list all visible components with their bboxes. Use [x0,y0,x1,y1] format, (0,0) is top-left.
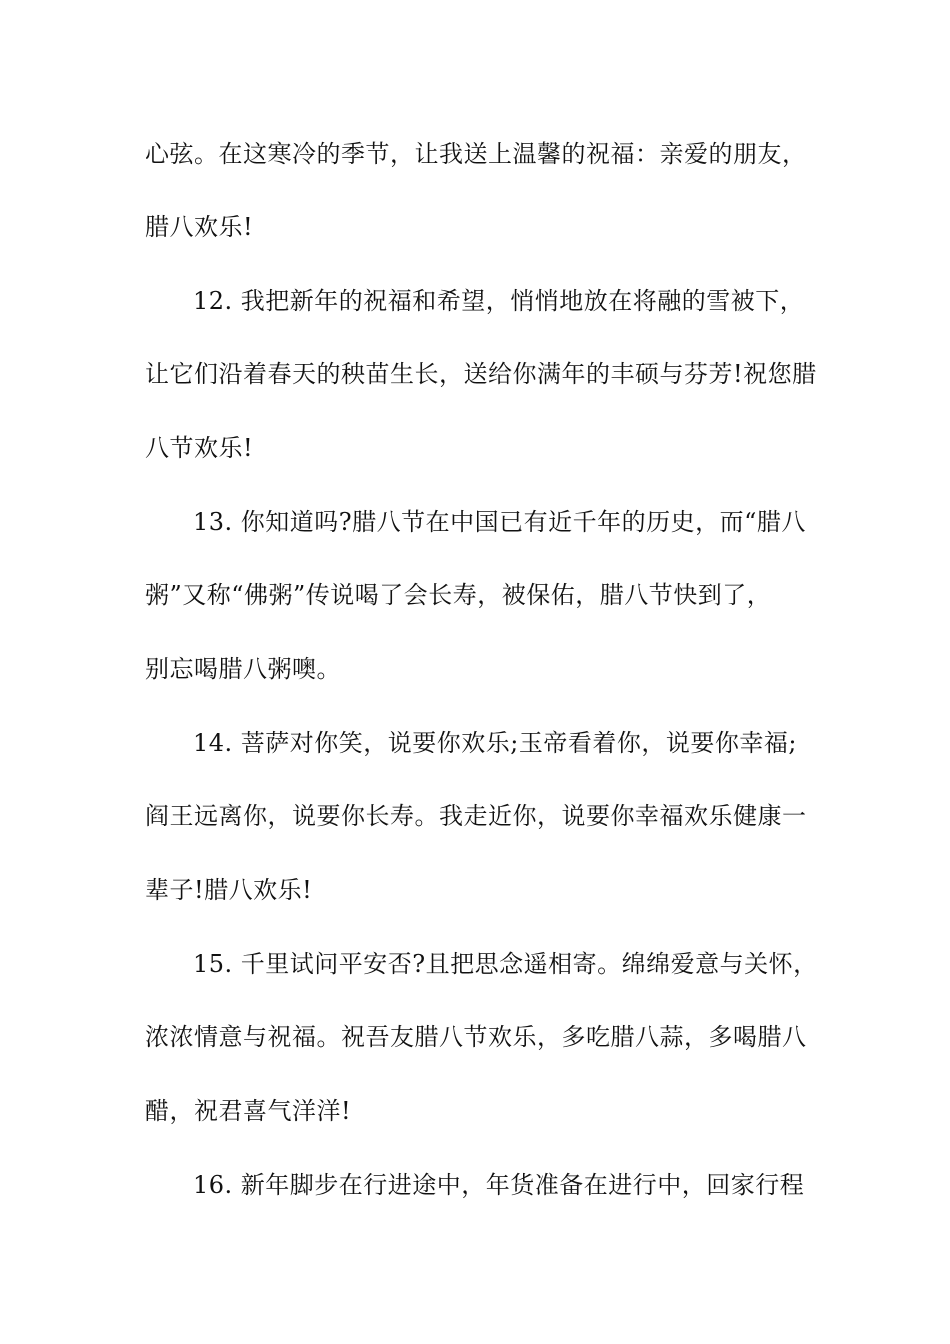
paragraph-line: 心弦。在这寒冷的季节，让我送上温馨的祝福：亲爱的朋友， [145,140,807,168]
paragraph-line: 辈子!腊八欢乐! [145,876,313,904]
paragraph-line: 别忘喝腊八粥噢。 [145,655,341,683]
paragraph-line: 醋，祝君喜气洋洋! [145,1097,352,1125]
paragraph-line-numbered: 14. 菩萨对你笑，说要你欢乐;玉帝看着你，说要你幸福; [193,729,797,757]
paragraph-line-numbered: 15. 千里试问平安否?且把思念遥相寄。绵绵爱意与关怀， [193,950,818,978]
paragraph-line: 八节欢乐! [145,434,254,462]
paragraph-line-numbered: 12. 我把新年的祝福和希望，悄悄地放在将融的雪被下， [193,287,805,315]
paragraph-line: 腊八欢乐! [145,213,254,241]
paragraph-line-numbered: 13. 你知道吗?腊八节在中国已有近千年的历史，而“腊八 [193,508,806,536]
paragraph-line: 粥”又称“佛粥”传说喝了会长寿，被保佑，腊八节快到了， [145,581,772,609]
paragraph-line: 阎王远离你，说要你长寿。我走近你，说要你幸福欢乐健康一 [145,802,807,830]
paragraph-line: 让它们沿着春天的秧苗生长，送给你满年的丰硕与芬芳!祝您腊 [145,360,817,388]
paragraph-line: 浓浓情意与祝福。祝吾友腊八节欢乐，多吃腊八蒜，多喝腊八 [145,1023,807,1051]
paragraph-line-numbered: 16. 新年脚步在行进途中，年货准备在进行中，回家行程 [193,1171,805,1199]
